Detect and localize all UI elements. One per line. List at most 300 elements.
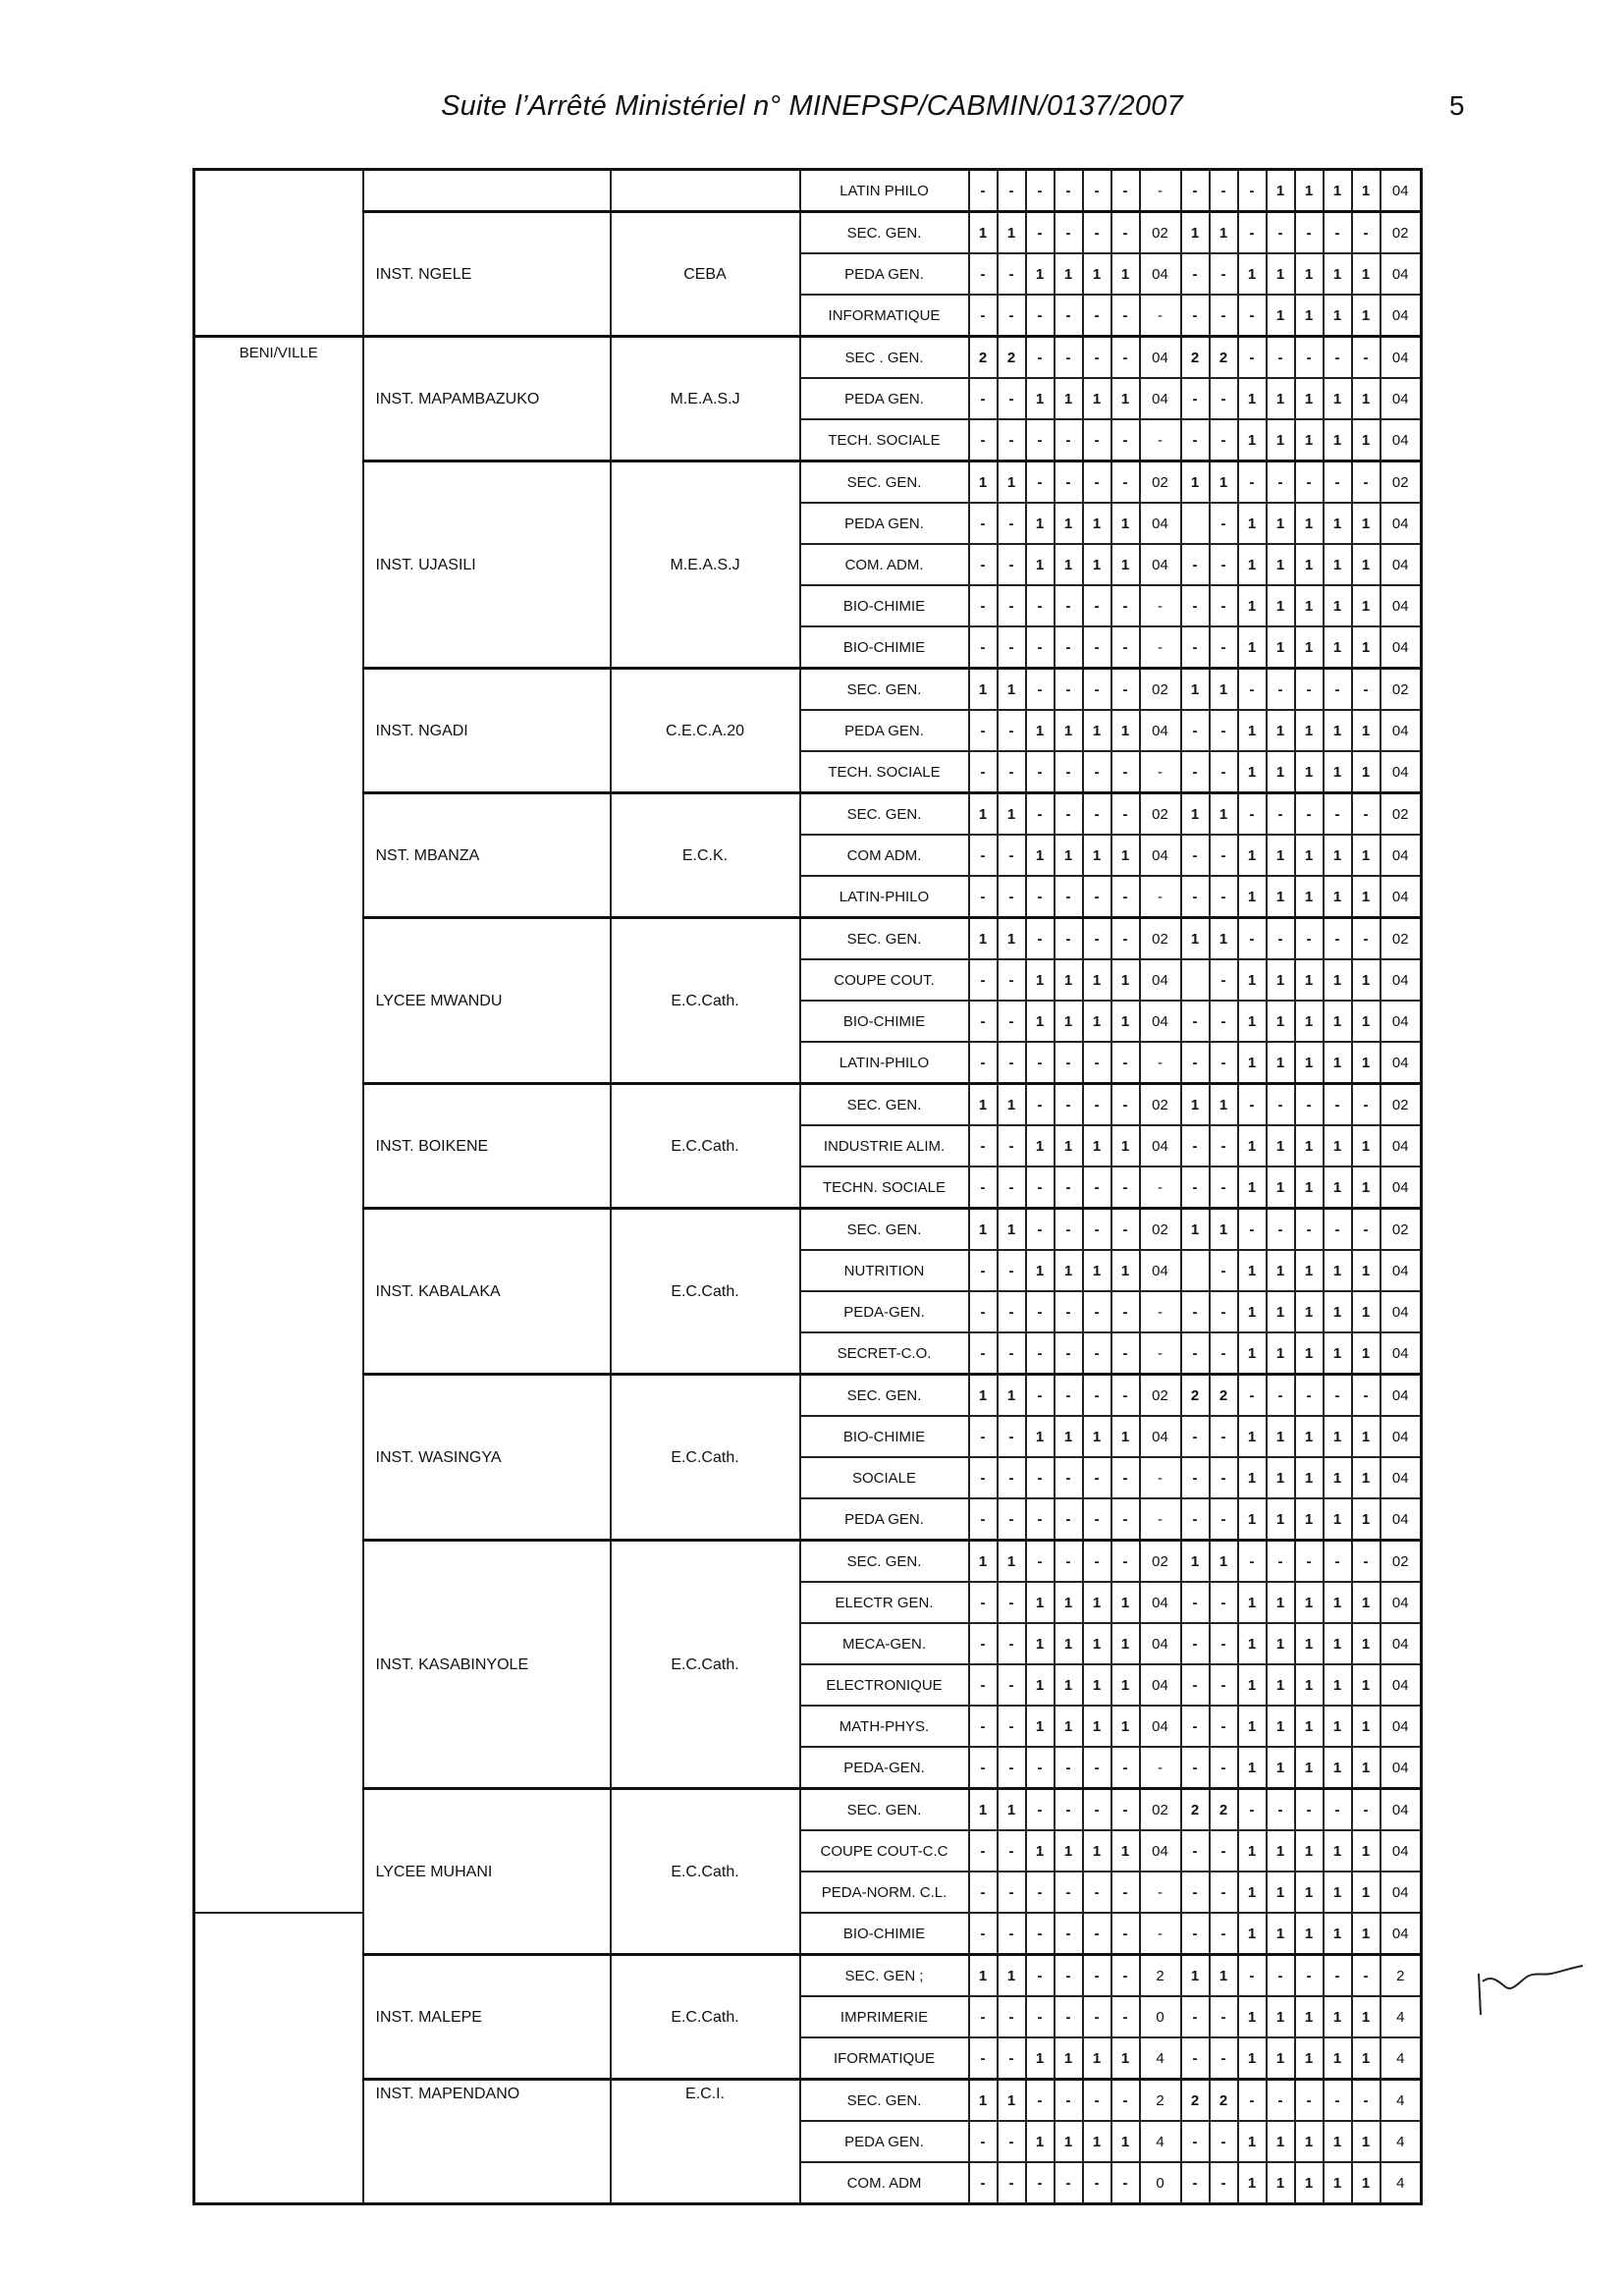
count-cell: 1 (1026, 1706, 1055, 1747)
count-cell: - (1181, 1830, 1210, 1872)
count-cell: 1 (1352, 2037, 1380, 2080)
count-cell: 1 (1210, 1955, 1238, 1997)
count-cell: - (1181, 1457, 1210, 1498)
count-cell: 1 (1267, 835, 1295, 876)
count-cell: - (998, 419, 1026, 461)
count-cell: 02 (1140, 1541, 1181, 1583)
count-cell: 1 (1238, 585, 1267, 626)
total-cell: 04 (1380, 1042, 1422, 1084)
count-cell: - (1111, 1042, 1140, 1084)
count-cell: 04 (1140, 1001, 1181, 1042)
count-cell: - (1111, 1541, 1140, 1583)
count-cell: 1 (1295, 1167, 1324, 1209)
count-cell: - (998, 626, 1026, 669)
count-cell: 1 (1055, 1001, 1083, 1042)
region-cell: BENI/VILLE (194, 337, 363, 1914)
count-cell: 1 (1238, 544, 1267, 585)
count-cell: 1 (1324, 626, 1352, 669)
count-cell: - (1181, 1706, 1210, 1747)
count-cell: 1 (998, 2080, 1026, 2122)
count-cell: - (969, 170, 998, 212)
institution-name: INST. NGADI (363, 669, 611, 793)
count-cell: - (1324, 212, 1352, 254)
count-cell: - (1026, 212, 1055, 254)
count-cell: - (1238, 793, 1267, 836)
count-cell: 0 (1140, 1996, 1181, 2037)
count-cell: - (1111, 751, 1140, 793)
total-cell: 04 (1380, 170, 1422, 212)
count-cell: - (1210, 503, 1238, 544)
count-cell: 2 (1140, 1955, 1181, 1997)
option-name: COUPE COUT-C.C (800, 1830, 969, 1872)
count-cell (1181, 503, 1210, 544)
count-cell: - (1026, 1913, 1055, 1955)
count-cell: 1 (1324, 1332, 1352, 1375)
institution-name: LYCEE MUHANI (363, 1789, 611, 1955)
count-cell: 1 (1238, 751, 1267, 793)
count-cell: - (1140, 1913, 1181, 1955)
count-cell: - (1026, 1209, 1055, 1251)
count-cell: - (998, 2121, 1026, 2162)
count-cell: - (1181, 544, 1210, 585)
count-cell: 1 (1324, 419, 1352, 461)
count-cell: - (1083, 1541, 1111, 1583)
count-cell: - (1238, 2080, 1267, 2122)
count-cell: - (1026, 1498, 1055, 1541)
count-cell: 1 (1295, 1001, 1324, 1042)
count-cell: - (969, 1623, 998, 1664)
count-cell: - (969, 419, 998, 461)
count-cell: - (1324, 461, 1352, 504)
count-cell: 1 (1055, 253, 1083, 295)
count-cell: - (1181, 378, 1210, 419)
count-cell: - (1267, 1209, 1295, 1251)
count-cell: 1 (1267, 876, 1295, 918)
count-cell: - (969, 959, 998, 1001)
total-cell: 02 (1380, 918, 1422, 960)
provider-name: E.C.K. (611, 793, 800, 918)
count-cell: 1 (1083, 1250, 1111, 1291)
count-cell: - (969, 1125, 998, 1167)
count-cell: - (1055, 1042, 1083, 1084)
count-cell: - (1026, 419, 1055, 461)
count-cell: - (969, 378, 998, 419)
count-cell: 1 (1267, 2162, 1295, 2204)
count-cell: 1 (1352, 2162, 1380, 2204)
count-cell: - (998, 295, 1026, 337)
count-cell: 1 (1352, 585, 1380, 626)
schools-table (192, 168, 1423, 2205)
count-cell: - (1352, 669, 1380, 711)
count-cell: - (1181, 626, 1210, 669)
count-cell: - (1324, 1084, 1352, 1126)
count-cell: - (1083, 793, 1111, 836)
table-row (194, 337, 1422, 379)
count-cell: - (1083, 751, 1111, 793)
count-cell: - (1140, 1872, 1181, 1913)
count-cell: 1 (1026, 1416, 1055, 1457)
count-cell: - (1140, 626, 1181, 669)
count-cell: - (1210, 1830, 1238, 1872)
region-cell (194, 1913, 363, 2204)
provider-name: E.C.Cath. (611, 1375, 800, 1541)
count-cell: 1 (1352, 1706, 1380, 1747)
count-cell: - (1210, 295, 1238, 337)
option-name: PEDA GEN. (800, 1498, 969, 1541)
count-cell: - (1140, 1291, 1181, 1332)
total-cell: 4 (1380, 2080, 1422, 2122)
count-cell: - (1083, 1913, 1111, 1955)
count-cell: 1 (1324, 2037, 1352, 2080)
count-cell: 1 (1324, 1498, 1352, 1541)
count-cell: - (1111, 1457, 1140, 1498)
count-cell: - (1267, 1541, 1295, 1583)
count-cell: 1 (1083, 1830, 1111, 1872)
option-name: SEC. GEN. (800, 1789, 969, 1831)
count-cell: - (998, 170, 1026, 212)
count-cell: 1 (1324, 1001, 1352, 1042)
count-cell: - (1111, 1872, 1140, 1913)
count-cell: - (1210, 1001, 1238, 1042)
count-cell: - (1324, 1209, 1352, 1251)
option-name: SEC . GEN. (800, 337, 969, 379)
count-cell: - (1210, 585, 1238, 626)
handwritten-initials-mark (1473, 1954, 1591, 2023)
count-cell: - (1140, 1042, 1181, 1084)
count-cell: 1 (998, 918, 1026, 960)
option-name: NUTRITION (800, 1250, 969, 1291)
count-cell: - (1210, 1125, 1238, 1167)
count-cell: 1 (1111, 378, 1140, 419)
count-cell: - (1210, 2121, 1238, 2162)
count-cell: 1 (1055, 835, 1083, 876)
count-cell: - (1181, 751, 1210, 793)
count-cell: 02 (1140, 669, 1181, 711)
count-cell: 1 (1267, 1250, 1295, 1291)
count-cell: - (1055, 295, 1083, 337)
option-name: SOCIALE (800, 1457, 969, 1498)
count-cell: - (1111, 1747, 1140, 1789)
total-cell: 04 (1380, 1416, 1422, 1457)
count-cell: - (998, 1664, 1026, 1706)
count-cell: - (1140, 1332, 1181, 1375)
count-cell: 1 (1083, 1125, 1111, 1167)
count-cell: - (998, 378, 1026, 419)
count-cell: - (1324, 669, 1352, 711)
count-cell: - (1026, 1747, 1055, 1789)
count-cell: 1 (1352, 1498, 1380, 1541)
count-cell: 1 (1295, 1332, 1324, 1375)
count-cell: - (1026, 918, 1055, 960)
total-cell: 02 (1380, 1209, 1422, 1251)
table-row (194, 170, 1422, 212)
count-cell: 1 (1352, 1332, 1380, 1375)
total-cell: 04 (1380, 419, 1422, 461)
count-cell: - (1055, 2080, 1083, 2122)
count-cell: - (1083, 1375, 1111, 1417)
count-cell: 1 (1295, 253, 1324, 295)
count-cell: 1 (1210, 793, 1238, 836)
count-cell: - (1083, 669, 1111, 711)
count-cell: 1 (1324, 1042, 1352, 1084)
count-cell: 1 (1026, 1623, 1055, 1664)
count-cell: 1 (1267, 295, 1295, 337)
count-cell: 1 (969, 1375, 998, 1417)
count-cell: 1 (1210, 461, 1238, 504)
count-cell: - (1026, 2080, 1055, 2122)
count-cell: - (1352, 212, 1380, 254)
total-cell: 04 (1380, 710, 1422, 751)
option-name: PEDA-GEN. (800, 1747, 969, 1789)
count-cell: 1 (1295, 2162, 1324, 2204)
count-cell: 1 (1055, 1664, 1083, 1706)
option-name: SEC. GEN. (800, 1541, 969, 1583)
count-cell: 1 (1352, 419, 1380, 461)
count-cell: - (969, 1167, 998, 1209)
count-cell: - (1055, 337, 1083, 379)
count-cell: - (1083, 419, 1111, 461)
count-cell: 1 (1181, 1209, 1210, 1251)
count-cell: 1 (1352, 2121, 1380, 2162)
total-cell: 4 (1380, 1996, 1422, 2037)
count-cell: - (1055, 1209, 1083, 1251)
count-cell: - (1111, 170, 1140, 212)
count-cell: - (1026, 337, 1055, 379)
count-cell: - (1083, 1332, 1111, 1375)
count-cell: - (1026, 793, 1055, 836)
count-cell: 1 (1026, 835, 1055, 876)
provider-name: E.C.Cath. (611, 1541, 800, 1789)
count-cell: - (1026, 1872, 1055, 1913)
total-cell: 02 (1380, 669, 1422, 711)
count-cell: 1 (1181, 212, 1210, 254)
count-cell: 02 (1140, 1789, 1181, 1831)
count-cell: 1 (1238, 1582, 1267, 1623)
count-cell: - (1140, 876, 1181, 918)
count-cell: 1 (1267, 1498, 1295, 1541)
count-cell: 04 (1140, 378, 1181, 419)
table-row (194, 1375, 1422, 1417)
count-cell: 1 (1295, 1125, 1324, 1167)
count-cell: 1 (1181, 1541, 1210, 1583)
count-cell: - (969, 2162, 998, 2204)
count-cell: - (969, 1830, 998, 1872)
total-cell: 04 (1380, 585, 1422, 626)
count-cell: 1 (1352, 1125, 1380, 1167)
total-cell: 02 (1380, 793, 1422, 836)
count-cell: - (1267, 1955, 1295, 1997)
count-cell: 1 (1238, 1996, 1267, 2037)
count-cell: - (1295, 918, 1324, 960)
institution-name: INST. WASINGYA (363, 1375, 611, 1541)
count-cell: - (1083, 1789, 1111, 1831)
count-cell: - (969, 544, 998, 585)
count-cell: 1 (1324, 253, 1352, 295)
count-cell: - (1026, 1084, 1055, 1126)
count-cell: 1 (1238, 1913, 1267, 1955)
count-cell: - (1055, 1498, 1083, 1541)
count-cell: - (1083, 295, 1111, 337)
total-cell: 02 (1380, 1084, 1422, 1126)
count-cell: - (1083, 626, 1111, 669)
count-cell: 2 (969, 337, 998, 379)
count-cell: 1 (1111, 1664, 1140, 1706)
total-cell: 04 (1380, 1706, 1422, 1747)
count-cell: - (998, 544, 1026, 585)
count-cell: 1 (1267, 710, 1295, 751)
option-name: COM ADM. (800, 835, 969, 876)
count-cell: - (1352, 1541, 1380, 1583)
count-cell: - (1055, 1789, 1083, 1831)
count-cell: 1 (1210, 669, 1238, 711)
count-cell: 1 (1267, 1332, 1295, 1375)
count-cell: - (1083, 1167, 1111, 1209)
count-cell: 02 (1140, 461, 1181, 504)
count-cell: 1 (1295, 626, 1324, 669)
count-cell: 1 (1083, 1001, 1111, 1042)
count-cell: - (1111, 2080, 1140, 2122)
count-cell: 1 (1238, 1706, 1267, 1747)
count-cell: - (1210, 626, 1238, 669)
count-cell: 1 (1324, 1250, 1352, 1291)
option-name: PEDA GEN. (800, 2121, 969, 2162)
count-cell: 1 (1352, 1457, 1380, 1498)
count-cell: 1 (1295, 1913, 1324, 1955)
total-cell: 04 (1380, 626, 1422, 669)
count-cell: 1 (1295, 1416, 1324, 1457)
count-cell: 02 (1140, 1084, 1181, 1126)
count-cell: 2 (1181, 1789, 1210, 1831)
count-cell: 1 (1210, 1541, 1238, 1583)
count-cell: - (1238, 918, 1267, 960)
count-cell: - (1352, 1375, 1380, 1417)
count-cell: - (1083, 2162, 1111, 2204)
count-cell: 1 (1295, 751, 1324, 793)
count-cell: - (1210, 419, 1238, 461)
count-cell: - (998, 585, 1026, 626)
count-cell: - (998, 876, 1026, 918)
count-cell: - (1267, 1375, 1295, 1417)
count-cell: - (1111, 585, 1140, 626)
count-cell: 1 (1295, 1498, 1324, 1541)
count-cell: - (1111, 626, 1140, 669)
table-row (194, 669, 1422, 711)
count-cell: - (1083, 1747, 1111, 1789)
count-cell: 1 (1324, 1582, 1352, 1623)
count-cell: 1 (1267, 1416, 1295, 1457)
count-cell: 1 (969, 461, 998, 504)
count-cell: 1 (1238, 959, 1267, 1001)
count-cell: 1 (1324, 1125, 1352, 1167)
count-cell: 1 (1181, 918, 1210, 960)
count-cell: 1 (1111, 1582, 1140, 1623)
count-cell: - (1111, 212, 1140, 254)
count-cell: 04 (1140, 253, 1181, 295)
count-cell: 1 (1111, 2121, 1140, 2162)
count-cell: 1 (1324, 585, 1352, 626)
count-cell: - (1324, 337, 1352, 379)
count-cell: - (998, 503, 1026, 544)
count-cell: - (1055, 1541, 1083, 1583)
count-cell: - (1238, 295, 1267, 337)
count-cell: 1 (1083, 1706, 1111, 1747)
total-cell: 04 (1380, 1664, 1422, 1706)
count-cell: 1 (1111, 2037, 1140, 2080)
count-cell: - (1238, 669, 1267, 711)
provider-name: CEBA (611, 212, 800, 337)
count-cell: - (1181, 1996, 1210, 2037)
count-cell: 1 (1055, 544, 1083, 585)
provider-name: E.C.Cath. (611, 1955, 800, 2080)
count-cell: - (969, 1747, 998, 1789)
count-cell: 1 (1267, 1664, 1295, 1706)
count-cell: 1 (1238, 1125, 1267, 1167)
institution-name: INST. KABALAKA (363, 1209, 611, 1375)
count-cell: 1 (1352, 1042, 1380, 1084)
count-cell: 1 (1295, 835, 1324, 876)
count-cell: 1 (1324, 1747, 1352, 1789)
total-cell: 04 (1380, 1498, 1422, 1541)
count-cell: - (969, 1457, 998, 1498)
count-cell: - (1324, 1541, 1352, 1583)
count-cell: - (1055, 1167, 1083, 1209)
count-cell: 1 (1295, 1830, 1324, 1872)
count-cell: 1 (969, 1541, 998, 1583)
count-cell: 1 (1238, 1250, 1267, 1291)
count-cell: 1 (1055, 710, 1083, 751)
count-cell: - (1083, 918, 1111, 960)
option-name: TECHN. SOCIALE (800, 1167, 969, 1209)
count-cell: - (1083, 585, 1111, 626)
count-cell: - (1111, 669, 1140, 711)
count-cell: 1 (1267, 1706, 1295, 1747)
count-cell: - (1295, 461, 1324, 504)
count-cell: - (1295, 1789, 1324, 1831)
option-name: TECH. SOCIALE (800, 751, 969, 793)
institution-name: INST. MAPAMBAZUKO (363, 337, 611, 461)
provider-name: M.E.A.S.J (611, 461, 800, 669)
count-cell: - (1083, 1498, 1111, 1541)
table-row (194, 461, 1422, 504)
count-cell: 1 (1267, 503, 1295, 544)
count-cell: - (998, 1913, 1026, 1955)
count-cell: - (998, 1042, 1026, 1084)
count-cell: 1 (998, 1541, 1026, 1583)
provider-name (611, 170, 800, 212)
count-cell (1181, 959, 1210, 1001)
count-cell: - (1055, 793, 1083, 836)
count-cell: 1 (1295, 1872, 1324, 1913)
count-cell: - (1083, 1872, 1111, 1913)
option-name: BIO-CHIMIE (800, 1416, 969, 1457)
count-cell: 1 (1083, 2121, 1111, 2162)
count-cell: - (969, 503, 998, 544)
count-cell: 1 (1295, 170, 1324, 212)
count-cell: - (1181, 1498, 1210, 1541)
table-row (194, 1209, 1422, 1251)
count-cell: - (1210, 1582, 1238, 1623)
count-cell: 1 (1295, 503, 1324, 544)
count-cell: - (1181, 1167, 1210, 1209)
count-cell: - (1267, 1084, 1295, 1126)
total-cell: 04 (1380, 835, 1422, 876)
count-cell: 1 (1083, 503, 1111, 544)
count-cell: - (1352, 1084, 1380, 1126)
count-cell: 1 (1352, 1582, 1380, 1623)
count-cell: 2 (1210, 1789, 1238, 1831)
count-cell: 1 (969, 918, 998, 960)
count-cell: 1 (1295, 710, 1324, 751)
